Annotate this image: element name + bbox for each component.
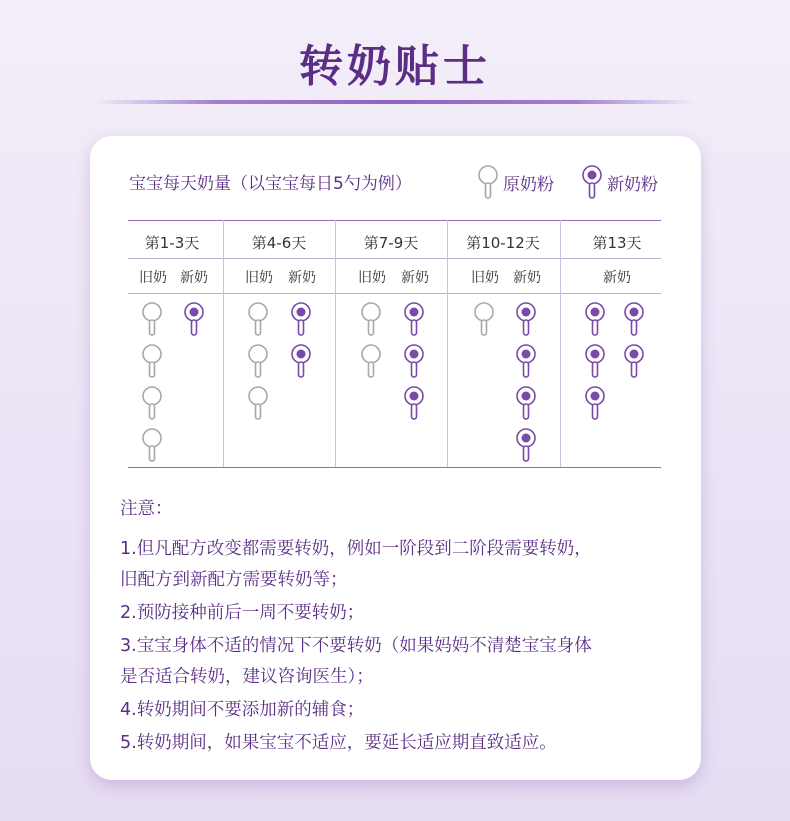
stage-label: 第4-6天 [251,234,307,252]
column-label-old: 旧奶 [471,270,499,286]
column-label-new: 新奶 [401,270,429,286]
old-formula-scoop-icon [247,343,269,383]
old-formula-scoop-icon [247,385,269,425]
new-formula-scoop-icon [584,301,606,341]
old-formula-scoop-icon [141,343,163,383]
new-formula-scoop-icon [290,301,312,341]
column-label-new: 新奶 [603,270,631,286]
note-line: 旧配方到新配方需要转奶等； [120,570,348,590]
table-divider [335,220,336,467]
title-divider [95,100,695,104]
old-formula-scoop-icon [360,301,382,341]
notes-heading: 注意： [120,499,173,519]
old-formula-scoop-icon [360,343,382,383]
new-formula-scoop-icon [515,301,537,341]
stage-label: 第7-9天 [363,234,419,252]
legend-new-formula [581,164,658,200]
column-label-new: 新奶 [180,270,208,286]
note-line: 5.转奶期间，如果宝宝不适应，要延长适应期直致适应。 [120,733,557,753]
note-line: 是否适合转奶，建议咨询医生）； [120,667,374,687]
new-formula-scoop-icon [584,385,606,425]
note-line: 3.宝宝身体不适的情况下不要转奶（如果妈妈不清楚宝宝身体 [120,636,592,656]
table-divider [560,220,561,467]
new-formula-scoop-icon [515,385,537,425]
table-divider [447,220,448,467]
column-label-new: 新奶 [513,270,541,286]
new-formula-scoop-icon [515,343,537,383]
table-bottom-rule [128,467,661,468]
table-header-rule [128,258,661,259]
old-formula-scoop-icon [141,385,163,425]
legend-old-formula [477,164,554,200]
old-formula-scoop-icon [141,427,163,467]
new-formula-scoop-icon [403,385,425,425]
new-formula-scoop-icon [403,343,425,383]
old-formula-scoop-icon [247,301,269,341]
note-line: 1.但凡配方改变都需要转奶，例如一阶段到二阶段需要转奶， [120,539,592,559]
old-formula-spoon-icon [477,164,499,200]
stage-label: 第1-3天 [144,234,200,252]
page-title: 转奶贴士 [299,41,491,92]
note-line: 2.预防接种前后一周不要转奶； [120,603,365,623]
stage-label: 第13天 [592,234,642,252]
old-formula-scoop-icon [473,301,495,341]
legend-new-label: 新奶粉 [607,174,658,195]
column-label-old: 旧奶 [139,270,167,286]
legend-old-label: 原奶粉 [503,174,554,195]
new-formula-spoon-icon [581,164,603,200]
old-formula-scoop-icon [141,301,163,341]
stage-label: 第10-12天 [466,234,540,252]
new-formula-scoop-icon [623,343,645,383]
new-formula-scoop-icon [515,427,537,467]
legend-title: 宝宝每天奶量（以宝宝每日5勺为例） [129,174,412,194]
column-label-old: 旧奶 [245,270,273,286]
new-formula-scoop-icon [623,301,645,341]
table-subheader-rule [128,293,661,294]
note-line: 4.转奶期间不要添加新的辅食； [120,700,365,720]
column-label-old: 旧奶 [358,270,386,286]
new-formula-scoop-icon [290,343,312,383]
new-formula-scoop-icon [584,343,606,383]
new-formula-scoop-icon [403,301,425,341]
table-top-rule [128,220,661,221]
new-formula-scoop-icon [183,301,205,341]
table-divider [223,220,224,467]
column-label-new: 新奶 [288,270,316,286]
